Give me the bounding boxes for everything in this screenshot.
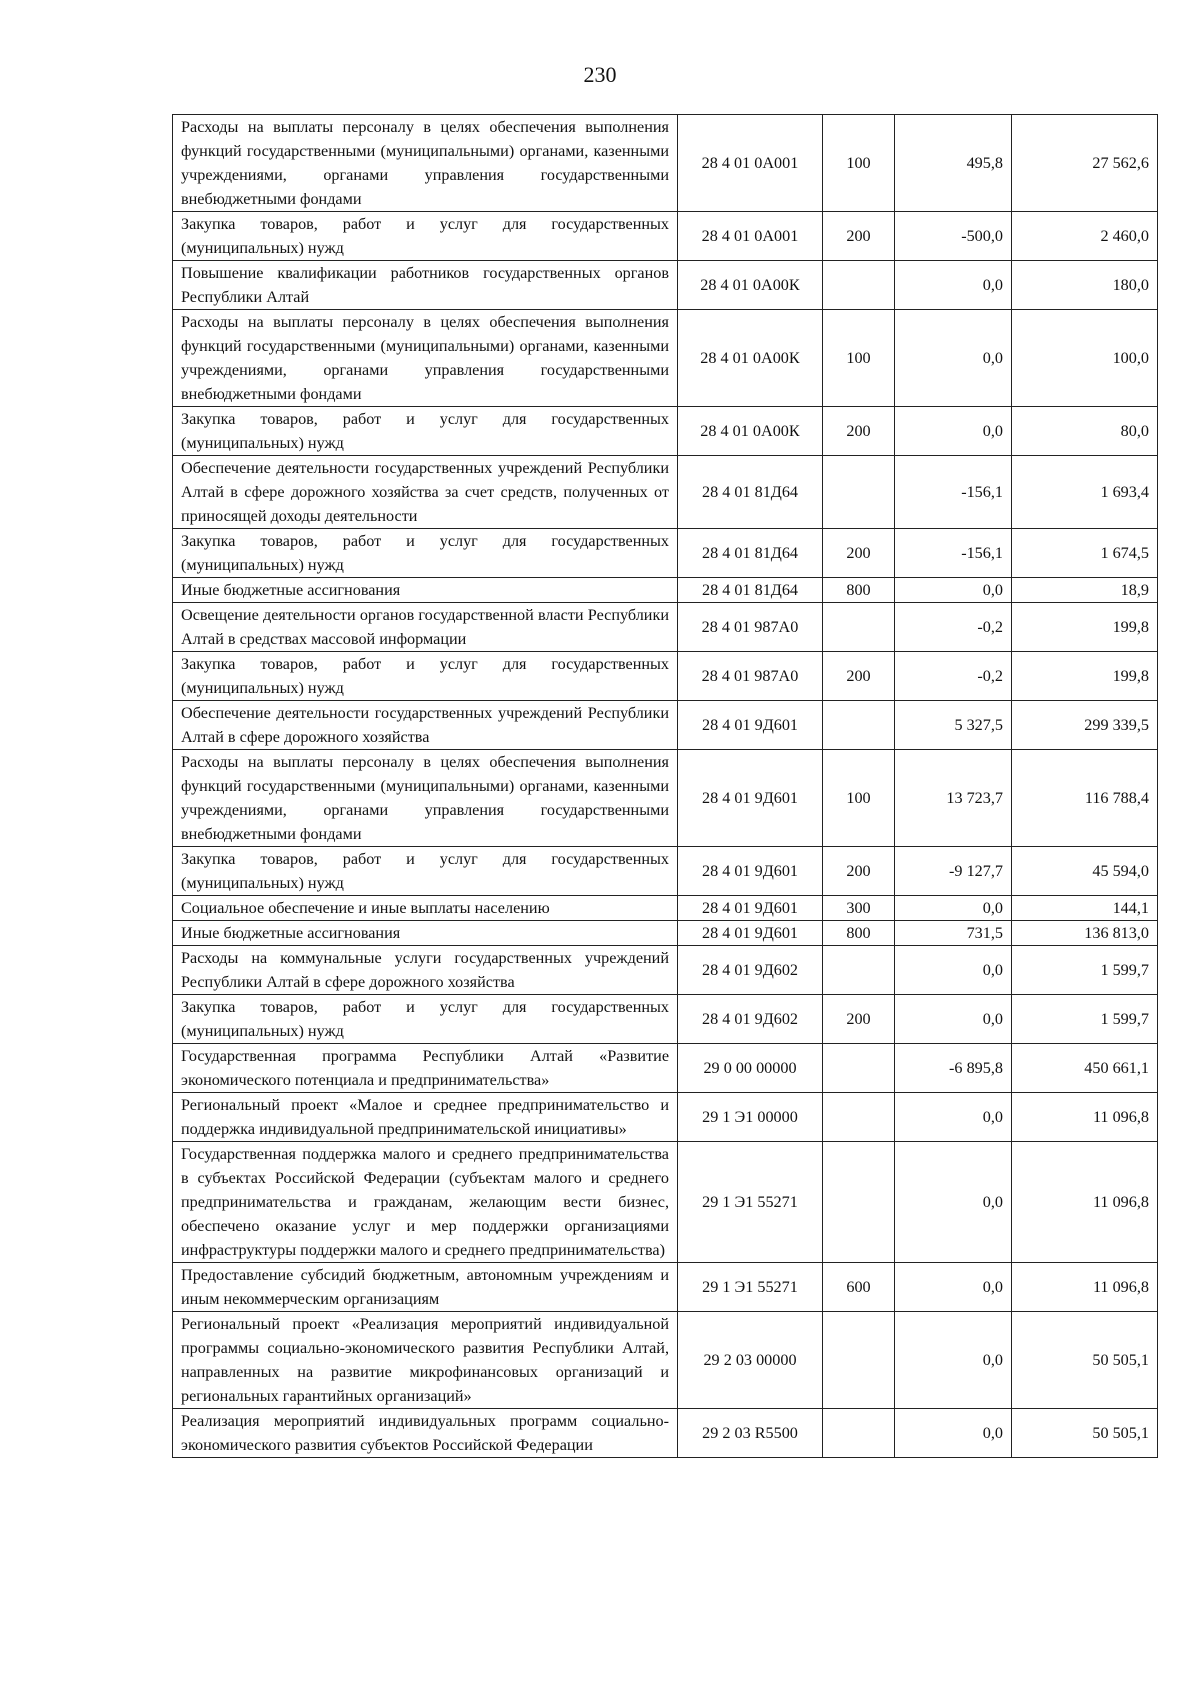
expense-type-cell xyxy=(823,456,895,529)
change-amount-cell: 0,0 xyxy=(895,1409,1012,1458)
expense-type-cell xyxy=(823,1312,895,1409)
target-code-cell: 28 4 01 9Д601 xyxy=(678,847,823,896)
expense-type-cell: 200 xyxy=(823,212,895,261)
change-amount-cell: 0,0 xyxy=(895,261,1012,310)
table-row xyxy=(173,1263,1158,1312)
table-row xyxy=(173,578,1158,603)
target-code-cell: 28 4 01 987А0 xyxy=(678,603,823,652)
table-row xyxy=(173,603,1158,652)
change-amount-cell: 0,0 xyxy=(895,995,1012,1044)
change-amount-cell: 0,0 xyxy=(895,578,1012,603)
target-code-cell: 29 0 00 00000 xyxy=(678,1044,823,1093)
target-code-cell: 28 4 01 9Д601 xyxy=(678,921,823,946)
item-name-cell: Повышение квалификации работников государственных органов Республики Алтай xyxy=(173,261,678,310)
expense-type-cell: 200 xyxy=(823,407,895,456)
target-code-cell: 28 4 01 0А00К xyxy=(678,261,823,310)
total-amount-cell: 1 693,4 xyxy=(1012,456,1158,529)
total-amount-cell: 199,8 xyxy=(1012,603,1158,652)
change-amount-cell: 0,0 xyxy=(895,896,1012,921)
total-amount-cell: 11 096,8 xyxy=(1012,1093,1158,1142)
total-amount-cell: 180,0 xyxy=(1012,261,1158,310)
target-code-cell: 28 4 01 0А00К xyxy=(678,407,823,456)
target-code-cell: 28 4 01 987А0 xyxy=(678,652,823,701)
budget-table xyxy=(172,114,1158,1458)
expense-type-cell: 200 xyxy=(823,995,895,1044)
target-code-cell: 28 4 01 81Д64 xyxy=(678,456,823,529)
expense-type-cell xyxy=(823,1044,895,1093)
expense-type-cell: 600 xyxy=(823,1263,895,1312)
item-name-cell: Реализация мероприятий индивидуальных программ социально-экономического развития субъектов Российской Федерации xyxy=(173,1409,678,1458)
total-amount-cell: 27 562,6 xyxy=(1012,115,1158,212)
change-amount-cell: 0,0 xyxy=(895,407,1012,456)
expense-type-cell: 800 xyxy=(823,921,895,946)
target-code-cell: 28 4 01 0А001 xyxy=(678,115,823,212)
page-number: 230 xyxy=(583,62,617,87)
target-code-cell: 28 4 01 81Д64 xyxy=(678,529,823,578)
change-amount-cell: 0,0 xyxy=(895,1142,1012,1263)
expense-type-cell xyxy=(823,946,895,995)
target-code-cell: 28 4 01 9Д602 xyxy=(678,995,823,1044)
expense-type-cell: 200 xyxy=(823,847,895,896)
target-code-cell: 29 1 Э1 00000 xyxy=(678,1093,823,1142)
item-name-cell: Закупка товаров, работ и услуг для государственных (муниципальных) нужд xyxy=(173,529,678,578)
target-code-cell: 28 4 01 0А00К xyxy=(678,310,823,407)
total-amount-cell: 80,0 xyxy=(1012,407,1158,456)
table-row xyxy=(173,652,1158,701)
change-amount-cell: 0,0 xyxy=(895,310,1012,407)
target-code-cell: 29 1 Э1 55271 xyxy=(678,1263,823,1312)
item-name-cell: Расходы на коммунальные услуги государственных учреждений Республики Алтай в сфере дорожного хозяйства xyxy=(173,946,678,995)
target-code-cell: 28 4 01 9Д602 xyxy=(678,946,823,995)
target-code-cell: 29 2 03 00000 xyxy=(678,1312,823,1409)
target-code-cell: 28 4 01 9Д601 xyxy=(678,896,823,921)
total-amount-cell: 1 674,5 xyxy=(1012,529,1158,578)
expense-type-cell xyxy=(823,1093,895,1142)
total-amount-cell: 18,9 xyxy=(1012,578,1158,603)
item-name-cell: Расходы на выплаты персоналу в целях обеспечения выполнения функций государственными (муниципальными) органами, казенными учреждениями, органами управления государственными внебюджетными фондами xyxy=(173,750,678,847)
target-code-cell: 28 4 01 0А001 xyxy=(678,212,823,261)
table-row xyxy=(173,701,1158,750)
expense-type-cell: 200 xyxy=(823,529,895,578)
total-amount-cell: 50 505,1 xyxy=(1012,1409,1158,1458)
table-row xyxy=(173,1142,1158,1263)
item-name-cell: Закупка товаров, работ и услуг для государственных (муниципальных) нужд xyxy=(173,212,678,261)
change-amount-cell: 0,0 xyxy=(895,1263,1012,1312)
expense-type-cell: 800 xyxy=(823,578,895,603)
table-row xyxy=(173,946,1158,995)
change-amount-cell: 13 723,7 xyxy=(895,750,1012,847)
change-amount-cell: 495,8 xyxy=(895,115,1012,212)
expense-type-cell: 200 xyxy=(823,652,895,701)
total-amount-cell: 450 661,1 xyxy=(1012,1044,1158,1093)
table-row xyxy=(173,310,1158,407)
item-name-cell: Государственная программа Республики Алтай «Развитие экономического потенциала и предпринимательства» xyxy=(173,1044,678,1093)
item-name-cell: Закупка товаров, работ и услуг для государственных (муниципальных) нужд xyxy=(173,995,678,1044)
change-amount-cell: 0,0 xyxy=(895,946,1012,995)
expense-type-cell xyxy=(823,701,895,750)
table-row xyxy=(173,847,1158,896)
change-amount-cell: 5 327,5 xyxy=(895,701,1012,750)
budget-table-body xyxy=(173,115,1158,1458)
table-row xyxy=(173,407,1158,456)
item-name-cell: Обеспечение деятельности государственных учреждений Республики Алтай в сфере дорожного хозяйства xyxy=(173,701,678,750)
item-name-cell: Социальное обеспечение и иные выплаты населению xyxy=(173,896,678,921)
table-row xyxy=(173,529,1158,578)
item-name-cell: Обеспечение деятельности государственных учреждений Республики Алтай в сфере дорожного хозяйства за счет средств, полученных от приносящей доходы деятельности xyxy=(173,456,678,529)
total-amount-cell: 2 460,0 xyxy=(1012,212,1158,261)
item-name-cell: Закупка товаров, работ и услуг для государственных (муниципальных) нужд xyxy=(173,652,678,701)
expense-type-cell: 300 xyxy=(823,896,895,921)
expense-type-cell: 100 xyxy=(823,115,895,212)
item-name-cell: Освещение деятельности органов государственной власти Республики Алтай в средствах массовой информации xyxy=(173,603,678,652)
total-amount-cell: 45 594,0 xyxy=(1012,847,1158,896)
expense-type-cell xyxy=(823,261,895,310)
table-row xyxy=(173,115,1158,212)
expense-type-cell xyxy=(823,603,895,652)
change-amount-cell: 731,5 xyxy=(895,921,1012,946)
total-amount-cell: 144,1 xyxy=(1012,896,1158,921)
table-row xyxy=(173,1093,1158,1142)
change-amount-cell: -0,2 xyxy=(895,652,1012,701)
total-amount-cell: 100,0 xyxy=(1012,310,1158,407)
total-amount-cell: 199,8 xyxy=(1012,652,1158,701)
change-amount-cell: -156,1 xyxy=(895,456,1012,529)
table-row xyxy=(173,1044,1158,1093)
table-row xyxy=(173,921,1158,946)
expense-type-cell: 100 xyxy=(823,310,895,407)
item-name-cell: Региональный проект «Малое и среднее предпринимательство и поддержка индивидуальной предпринимательской инициативы» xyxy=(173,1093,678,1142)
change-amount-cell: 0,0 xyxy=(895,1093,1012,1142)
table-row xyxy=(173,896,1158,921)
expense-type-cell: 100 xyxy=(823,750,895,847)
change-amount-cell: 0,0 xyxy=(895,1312,1012,1409)
change-amount-cell: -500,0 xyxy=(895,212,1012,261)
item-name-cell: Закупка товаров, работ и услуг для государственных (муниципальных) нужд xyxy=(173,847,678,896)
total-amount-cell: 50 505,1 xyxy=(1012,1312,1158,1409)
item-name-cell: Предоставление субсидий бюджетным, автономным учреждениям и иным некоммерческим организациям xyxy=(173,1263,678,1312)
target-code-cell: 28 4 01 81Д64 xyxy=(678,578,823,603)
item-name-cell: Региональный проект «Реализация мероприятий индивидуальной программы социально-экономического развития Республики Алтай, направленных на развитие микрофинансовых организаций и региональных гарантийных организаций» xyxy=(173,1312,678,1409)
table-row xyxy=(173,261,1158,310)
item-name-cell: Иные бюджетные ассигнования xyxy=(173,921,678,946)
total-amount-cell: 116 788,4 xyxy=(1012,750,1158,847)
total-amount-cell: 1 599,7 xyxy=(1012,946,1158,995)
change-amount-cell: -6 895,8 xyxy=(895,1044,1012,1093)
total-amount-cell: 11 096,8 xyxy=(1012,1263,1158,1312)
target-code-cell: 28 4 01 9Д601 xyxy=(678,750,823,847)
total-amount-cell: 136 813,0 xyxy=(1012,921,1158,946)
table-row xyxy=(173,995,1158,1044)
item-name-cell: Закупка товаров, работ и услуг для государственных (муниципальных) нужд xyxy=(173,407,678,456)
table-row xyxy=(173,1409,1158,1458)
change-amount-cell: -9 127,7 xyxy=(895,847,1012,896)
total-amount-cell: 1 599,7 xyxy=(1012,995,1158,1044)
expense-type-cell xyxy=(823,1409,895,1458)
item-name-cell: Государственная поддержка малого и среднего предпринимательства в субъектах Российской Федерации (субъектам малого и среднего предпринимательства и гражданам, желающим вести бизнес, обеспечено оказание услуг и мер поддержки организациями инфраструктуры поддержки малого и среднего предпринимательства) xyxy=(173,1142,678,1263)
item-name-cell: Расходы на выплаты персоналу в целях обеспечения выполнения функций государственными (муниципальными) органами, казенными учреждениями, органами управления государственными внебюджетными фондами xyxy=(173,115,678,212)
total-amount-cell: 11 096,8 xyxy=(1012,1142,1158,1263)
item-name-cell: Расходы на выплаты персоналу в целях обеспечения выполнения функций государственными (муниципальными) органами, казенными учреждениями, органами управления государственными внебюджетными фондами xyxy=(173,310,678,407)
table-row xyxy=(173,456,1158,529)
table-row xyxy=(173,212,1158,261)
target-code-cell: 28 4 01 9Д601 xyxy=(678,701,823,750)
total-amount-cell: 299 339,5 xyxy=(1012,701,1158,750)
target-code-cell: 29 2 03 R5500 xyxy=(678,1409,823,1458)
table-row xyxy=(173,1312,1158,1409)
table-row xyxy=(173,750,1158,847)
change-amount-cell: -156,1 xyxy=(895,529,1012,578)
item-name-cell: Иные бюджетные ассигнования xyxy=(173,578,678,603)
change-amount-cell: -0,2 xyxy=(895,603,1012,652)
expense-type-cell xyxy=(823,1142,895,1263)
target-code-cell: 29 1 Э1 55271 xyxy=(678,1142,823,1263)
